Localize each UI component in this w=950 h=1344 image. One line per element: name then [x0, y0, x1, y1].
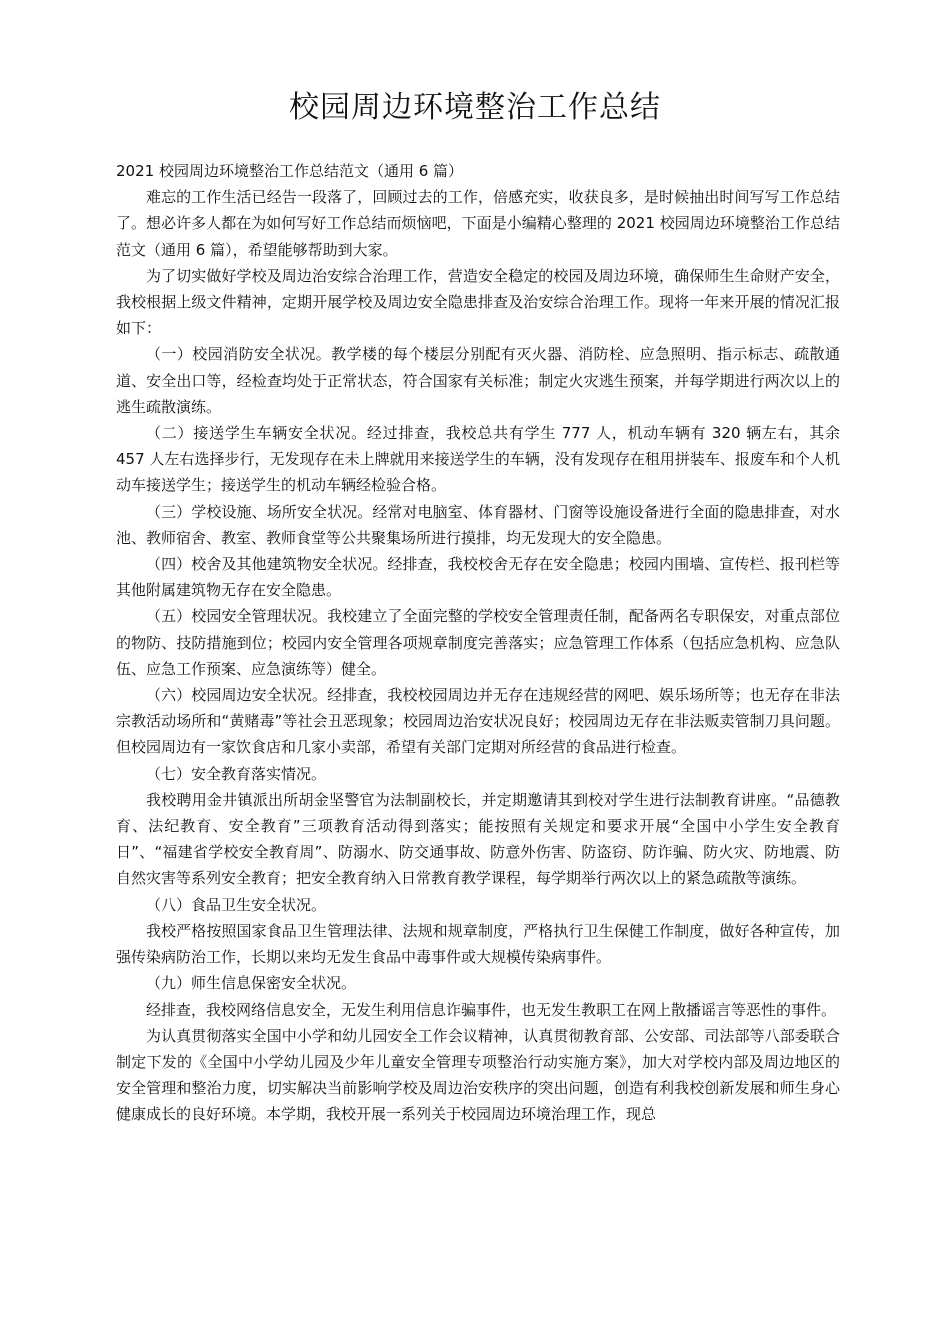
paragraph: 经排查，我校网络信息安全，无发生利用信息诈骗事件，也无发生教职工在网上散播谣言等恶性的事件。: [146, 1000, 837, 1019]
paragraph: 为认真贯彻落实全国中小学和幼儿园安全工作会议精神，认真贯彻教育部、公安部、司法部等八部委联合制定下发的《全国中小学幼儿园及少年儿童安全管理专项整治行动实施方案》，加大对学校内部及周边地区的安全管理和整治力度，切实解决当前影响学校及周边治安秩序的突出问题，创造有利我校创新发展和师生身心健康成长的良好环境。本学期，我校开展一系列关于校园周边环境治理工作，现总: [116, 1026, 840, 1124]
paragraph: （六）校园周边安全状况。经排查，我校校园周边并无存在违规经营的网吧、娱乐场所等；也无存在非法宗教活动场所和“黄赌毒”等社会丑恶现象；校园周边治安状况良好；校园周边无存在非法贩卖管制刀具问题。但校园周边有一家饮食店和几家小卖部，希望有关部门定期对所经营的食品进行检查。: [116, 686, 840, 757]
paragraph: （一）校园消防安全状况。教学楼的每个楼层分别配有灭火器、消防栓、应急照明、指示标志、疏散通道、安全出口等，经检查均处于正常状态，符合国家有关标准；制定火灾逃生预案，并每学期进行两次以上的逃生疏散演练。: [116, 345, 840, 416]
document-title: 校园周边环境整治工作总结: [289, 90, 661, 125]
paragraph: 难忘的工作生活已经告一段落了，回顾过去的工作，倍感充实，收获良多，是时候抽出时间写写工作总结了。想必许多人都在为如何写好工作总结而烦恼吧，下面是小编精心整理的 2021 校园周边环境整治工作总结范文（通用 6 篇），希望能够帮助到大家。: [116, 188, 840, 259]
paragraph: （三）学校设施、场所安全状况。经常对电脑室、体育器材、门窗等设施设备进行全面的隐患排查，对水池、教师宿舍、教室、教师食堂等公共聚集场所进行摸排，均无发现大的安全隐患。: [116, 502, 840, 547]
paragraph: （二）接送学生车辆安全状况。经过排查，我校总共有学生 777 人，机动车辆有 320 辆左右，其余 457 人左右选择步行，无发现存在未上牌就用来接送学生的车辆，没有发现存在租用拼装车、报废车和个人机动车接送学生；接送学生的机动车辆经检验合格。: [116, 424, 840, 495]
paragraph: 2021 校园周边环境整治工作总结范文（通用 6 篇）: [116, 162, 464, 180]
paragraph: （七）安全教育落实情况。: [146, 764, 327, 783]
paragraph: （九）师生信息保密安全状况。: [146, 974, 357, 993]
paragraph: （八）食品卫生安全状况。: [146, 895, 327, 914]
paragraph: 我校严格按照国家食品卫生管理法律、法规和规章制度，严格执行卫生保健工作制度，做好各种宣传，加强传染病防治工作，长期以来均无发生食品中毒事件或大规模传染病事件。: [116, 921, 840, 967]
paragraph: （四）校舍及其他建筑物安全状况。经排查，我校校舍无存在安全隐患；校园内围墙、宣传栏、报刊栏等其他附属建筑物无存在安全隐患。: [116, 555, 840, 600]
paragraph: 我校聘用金井镇派出所胡金坚警官为法制副校长，并定期邀请其到校对学生进行法制教育讲座。“品德教育、法纪教育、安全教育”三项教育活动得到落实；能按照有关规定和要求开展“全国中小学生安全教育日”、“福建省学校安全教育周”、防溺水、防交通事故、防意外伤害、防盗窃、防诈骗、防火灾、防地震、防自然灾害等系列安全教育；把安全教育纳入日常教育教学课程，每学期举行两次以上的紧急疏散等演练。: [116, 790, 840, 888]
paragraph: 为了切实做好学校及周边治安综合治理工作，营造安全稳定的校园及周边环境，确保师生生命财产安全，我校根据上级文件精神，定期开展学校及周边安全隐患排查及治安综合治理工作。现将一年来开展的情况汇报如下：: [116, 266, 840, 338]
paragraph: （五）校园安全管理状况。我校建立了全面完整的学校安全管理责任制，配备两名专职保安，对重点部位的物防、技防措施到位；校园内安全管理各项规章制度完善落实；应急管理工作体系（包括应急机构、应急队伍、应急工作预案、应急演练等）健全。: [116, 607, 840, 678]
document-body: [116, 158, 840, 1128]
